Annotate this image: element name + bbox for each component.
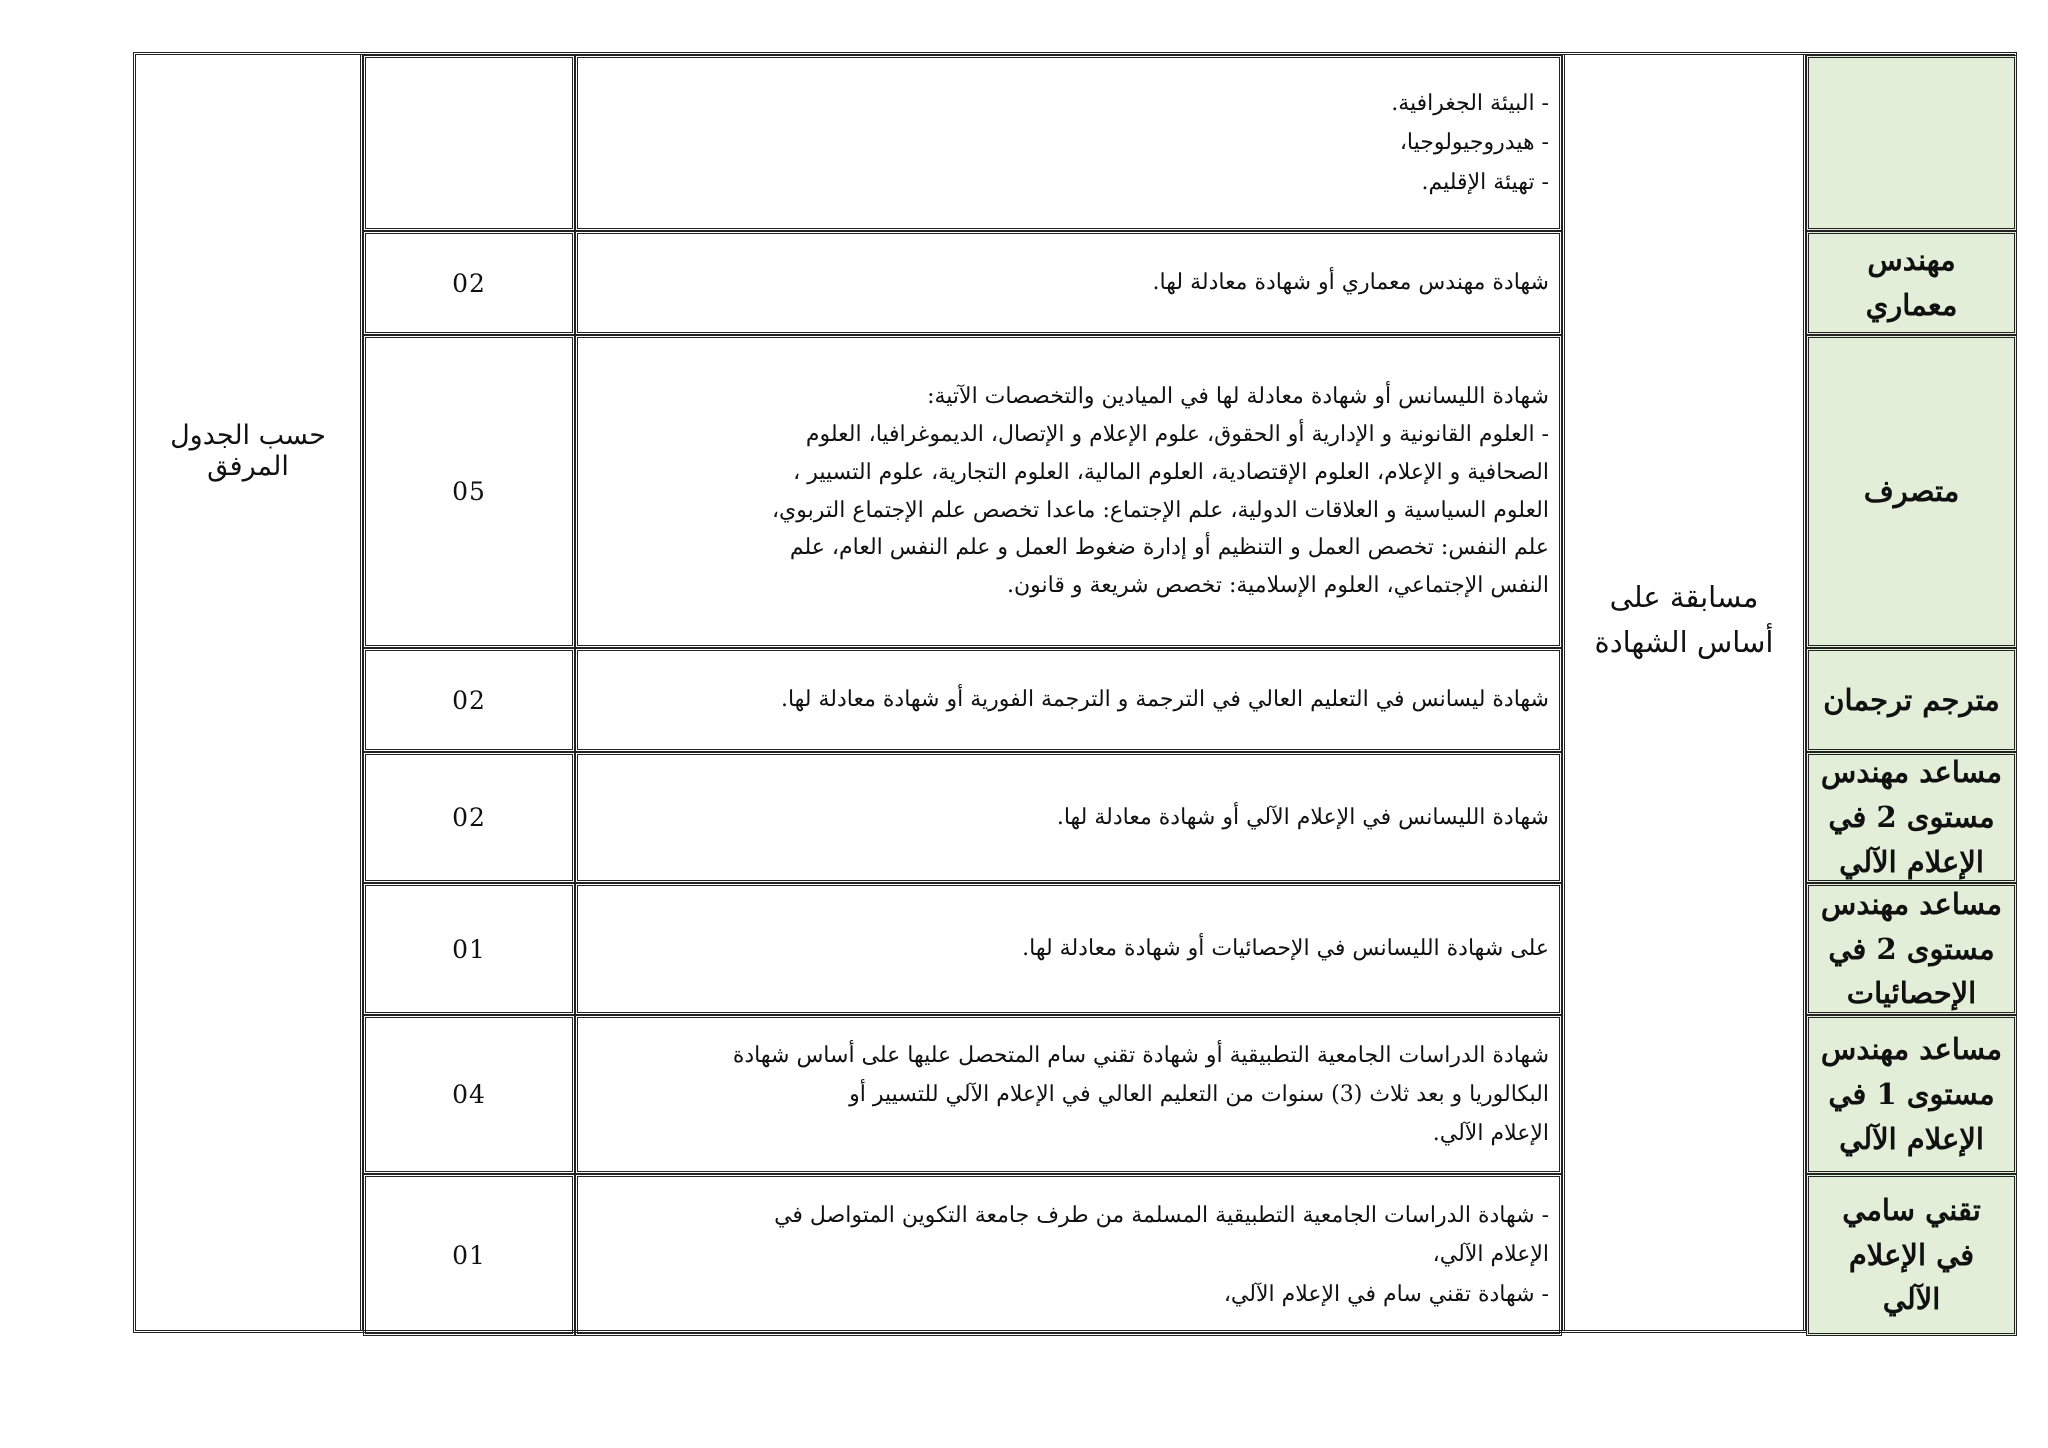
recruitment-mode-column xyxy=(1565,55,1806,1330)
conditions-cell xyxy=(575,55,1562,231)
count-value: 04 xyxy=(452,1080,486,1109)
conditions-text xyxy=(588,1196,1549,1313)
conditions-text xyxy=(588,680,1549,719)
recruitment-table xyxy=(133,52,2017,1333)
conditions-cell xyxy=(575,231,1562,335)
conditions-line: النفس الإجتماعي، العلوم الإسلامية: تخصص شريعة و قانون. xyxy=(1007,573,1549,599)
conditions-line: الإعلام الآلي، xyxy=(1432,1242,1549,1268)
count-cell xyxy=(363,1015,575,1174)
conditions-line: - شهادة تقني سام في الإعلام الآلي، xyxy=(1223,1281,1549,1307)
count-value: 05 xyxy=(452,477,486,506)
grade-cell xyxy=(1806,1015,2017,1174)
count-cell xyxy=(363,231,575,335)
grade-name: مساعد مهندس مستوى 1 في الإعلام الآلي xyxy=(1820,1032,2003,1156)
grade-name: مهندس معماري xyxy=(1865,243,1958,322)
conditions-text xyxy=(588,798,1549,837)
grade-cell xyxy=(1806,752,2017,883)
conditions-text xyxy=(588,1036,1549,1153)
conditions-text xyxy=(588,929,1549,968)
conditions-line: - تهيئة الإقليم. xyxy=(1421,169,1549,195)
grade-cell xyxy=(1806,335,2017,648)
notes-cell: حسب الجدول المرفق xyxy=(170,420,326,482)
conditions-line: شهادة مهندس معماري أو شهادة معادلة لها. xyxy=(1152,270,1549,296)
conditions-line: العلوم السياسية و العلاقات الدولية، علم الإجتماع: ماعدا تخصص علم الإجتماع التربوي، xyxy=(771,497,1549,523)
conditions-line: - البيئة الجغرافية. xyxy=(1391,91,1549,117)
conditions-line: شهادة الليسانس في الإعلام الآلي أو شهادة معادلة لها. xyxy=(1056,804,1549,830)
count-value: 02 xyxy=(452,268,486,298)
grade-name: متصرف xyxy=(1863,474,1960,509)
conditions-column xyxy=(575,55,1565,1330)
grade-name: مساعد مهندس مستوى 2 في الإعلام الآلي xyxy=(1820,755,2003,879)
count-value: 01 xyxy=(452,934,486,964)
grade-cell xyxy=(1806,1174,2017,1336)
count-column xyxy=(363,55,575,1330)
count-cell xyxy=(363,648,575,752)
conditions-text xyxy=(588,378,1549,605)
count-cell xyxy=(363,1174,575,1336)
conditions-line: علم النفس: تخصص العمل و التنظيم أو إدارة ضغوط العمل و علم النفس العام، علم xyxy=(789,535,1549,561)
conditions-text xyxy=(588,263,1549,302)
conditions-cell xyxy=(575,883,1562,1015)
conditions-cell xyxy=(575,648,1562,752)
grade-name: مساعد مهندس مستوى 2 في الإحصائيات xyxy=(1820,886,2003,1011)
notes-column xyxy=(136,55,363,1330)
conditions-cell xyxy=(575,1015,1562,1174)
conditions-text xyxy=(588,84,1549,201)
count-cell xyxy=(363,55,575,231)
count-value: 01 xyxy=(452,1240,486,1270)
conditions-line: على شهادة الليسانس في الإحصائيات أو شهادة معادلة لها. xyxy=(1022,936,1549,962)
grade-cell xyxy=(1806,883,2017,1015)
conditions-line: شهادة الدراسات الجامعية التطبيقية أو شهادة تقني سام المتحصل عليها على أساس شهادة xyxy=(732,1042,1549,1068)
grade-cell xyxy=(1806,231,2017,335)
count-value: 02 xyxy=(452,685,486,715)
recruitment-mode-cell: مسابقة على أساس الشهادة xyxy=(1594,580,1774,659)
count-value: 02 xyxy=(452,803,486,832)
conditions-line: شهادة ليسانس في التعليم العالي في الترجمة و الترجمة الفورية أو شهادة معادلة لها. xyxy=(780,687,1549,713)
grade-column xyxy=(1806,55,2017,1330)
conditions-line: الإعلام الآلي. xyxy=(1432,1121,1549,1147)
conditions-line: البكالوريا و بعد ثلاث (3) سنوات من التعليم العالي في الإعلام الآلي للتسيير أو xyxy=(849,1081,1549,1107)
conditions-line: - العلوم القانونية و الإدارية أو الحقوق، علوم الإعلام و الإتصال، الديموغرافيا، العلوم xyxy=(805,421,1549,447)
conditions-cell xyxy=(575,1174,1562,1336)
conditions-line: الصحافية و الإعلام، العلوم الإقتصادية، العلوم المالية، العلوم التجارية، علوم التسيير ، xyxy=(793,459,1549,485)
conditions-cell xyxy=(575,752,1562,883)
count-cell xyxy=(363,752,575,883)
grade-name: مترجم ترجمان xyxy=(1823,682,2000,717)
grade-name: تقني سامي في الإعلام الآلي xyxy=(1842,1192,1981,1317)
conditions-line: - شهادة الدراسات الجامعية التطبيقية المسلمة من طرف جامعة التكوين المتواصل في xyxy=(774,1203,1549,1229)
count-cell xyxy=(363,883,575,1015)
conditions-line: - هيدروجيولوجيا، xyxy=(1399,130,1549,156)
conditions-line: شهادة الليسانس أو شهادة معادلة لها في الميادين والتخصصات الآتية: xyxy=(927,384,1549,410)
count-cell xyxy=(363,335,575,648)
grade-cell xyxy=(1806,55,2017,231)
conditions-cell xyxy=(575,335,1562,648)
grade-cell xyxy=(1806,648,2017,752)
